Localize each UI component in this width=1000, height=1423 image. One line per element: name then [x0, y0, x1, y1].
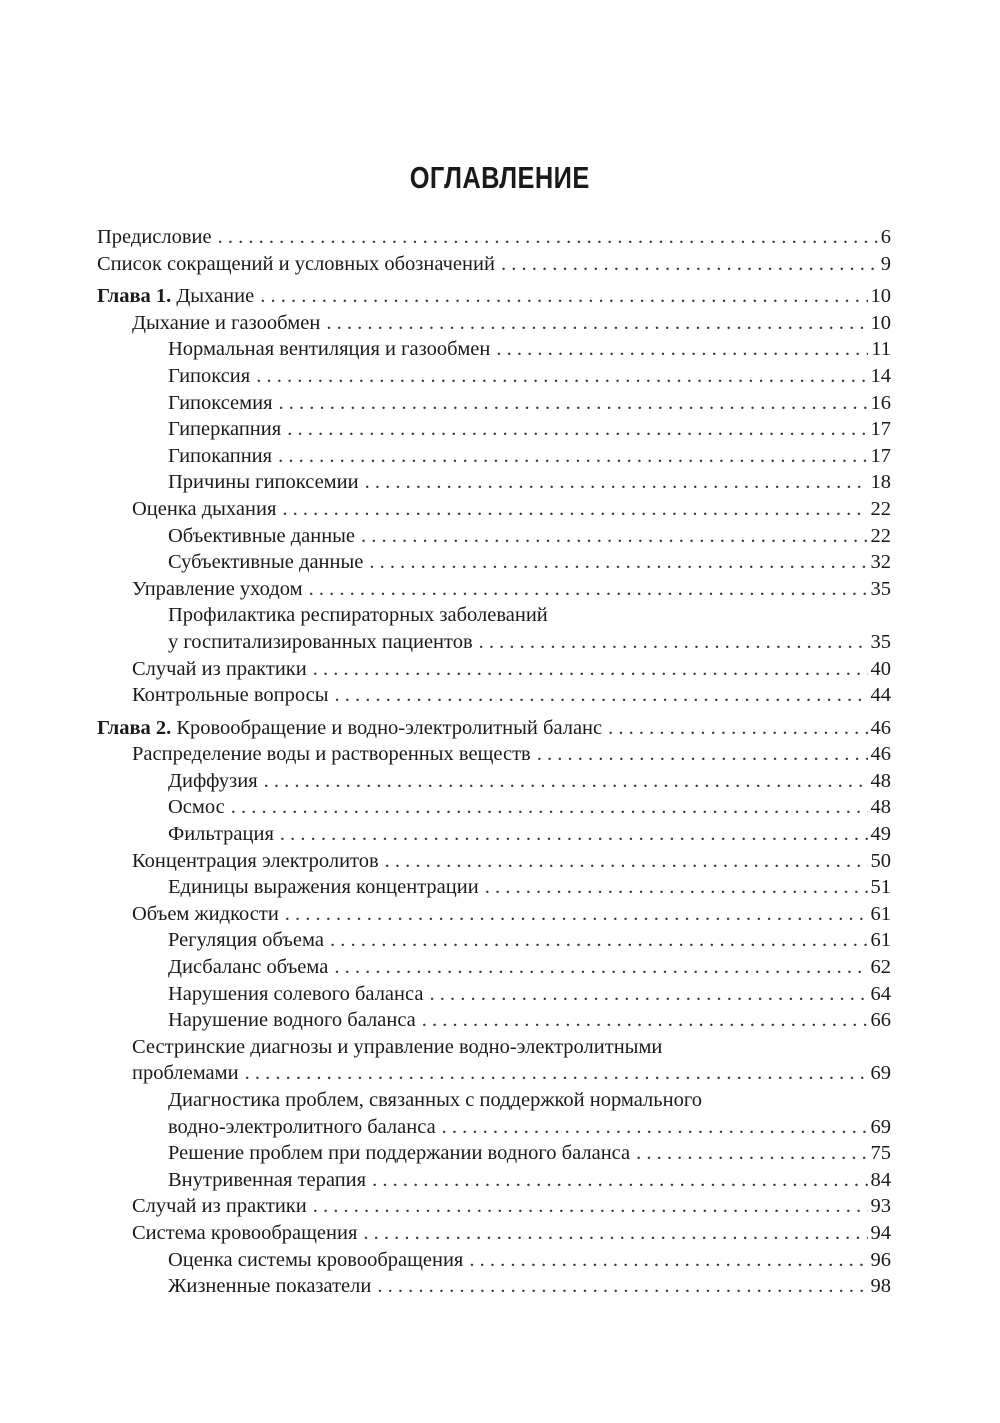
toc-entry[interactable] — [97, 901, 891, 928]
dot-leader — [256, 363, 867, 390]
dot-leader — [369, 549, 867, 576]
page-number: 10 — [870, 311, 891, 334]
page-number: 17 — [870, 418, 891, 441]
dot-leader — [313, 656, 868, 683]
entry-title: Диффузия — [168, 769, 258, 792]
toc-entry[interactable] — [97, 1007, 891, 1034]
toc-entry[interactable] — [97, 363, 891, 390]
dot-leader — [260, 283, 867, 310]
toc-entry[interactable] — [97, 629, 891, 656]
entry-title: проблемами — [132, 1062, 239, 1085]
dot-leader — [372, 1167, 867, 1194]
entry-title: Случай из практики — [132, 657, 307, 680]
entry-title: Нарушения солевого баланса — [168, 982, 424, 1005]
page-number: 50 — [870, 849, 891, 872]
page-number: 69 — [870, 1062, 891, 1085]
toc-entry[interactable] — [97, 1140, 891, 1167]
page-number: 51 — [870, 876, 891, 899]
chapter-number: Глава 1. — [97, 285, 172, 308]
entry-title-line1: Сестринские диагнозы и управление водно-электролитными — [132, 1035, 663, 1058]
entry-title: Гиперкапния — [168, 418, 282, 441]
toc-entry-first-line[interactable] — [97, 1034, 891, 1061]
entry-title: Объективные данные — [168, 524, 356, 547]
page-number: 17 — [870, 444, 891, 467]
dot-leader — [485, 874, 868, 901]
dot-leader — [326, 310, 867, 337]
entry-title: Список сокращений и условных обозначений — [97, 252, 495, 275]
entry-title: Единицы выражения концентрации — [168, 876, 479, 899]
entry-title: Дыхание и газообмен — [132, 311, 321, 334]
entry-title: Решение проблем при поддержании водного баланса — [168, 1142, 631, 1165]
page-number: 35 — [870, 577, 891, 600]
page-number: 11 — [871, 338, 891, 361]
entry-title: Система кровообращения — [132, 1221, 358, 1244]
toc-entry[interactable] — [97, 848, 891, 875]
toc-entry[interactable] — [97, 768, 891, 795]
dot-leader — [282, 496, 867, 523]
page-number: 48 — [870, 769, 891, 792]
chapter-number: Глава 2. — [97, 716, 172, 739]
page-number: 61 — [870, 902, 891, 925]
toc-entry[interactable] — [97, 1220, 891, 1247]
toc-entry[interactable] — [97, 927, 891, 954]
dot-leader — [537, 741, 868, 768]
toc-entry[interactable] — [97, 496, 891, 523]
dot-leader — [636, 1140, 867, 1167]
toc-entry[interactable] — [97, 251, 891, 278]
dot-leader — [264, 768, 868, 795]
toc-entry[interactable] — [97, 821, 891, 848]
entry-title: водно-электролитного баланса — [168, 1115, 436, 1138]
entry-title: Гипокапния — [168, 444, 273, 467]
entry-title: Оценка системы кровообращения — [168, 1248, 464, 1271]
toc-entry[interactable] — [97, 954, 891, 981]
page-number: 18 — [870, 471, 891, 494]
toc-entry[interactable] — [97, 1060, 891, 1087]
toc-entry-first-line[interactable] — [97, 1087, 891, 1114]
entry-title-line1: Диагностика проблем, связанных с поддержкой нормального — [168, 1089, 702, 1111]
page-number: 32 — [870, 551, 891, 574]
dot-leader — [280, 821, 868, 848]
toc-entry[interactable] — [97, 416, 891, 443]
entry-title: Объем жидкости — [132, 902, 279, 925]
page-number: 35 — [870, 630, 891, 653]
dot-leader — [442, 1114, 868, 1141]
dot-leader — [278, 443, 867, 470]
entry-title: Контрольные вопросы — [132, 684, 329, 707]
page-number: 94 — [870, 1221, 891, 1244]
page-number: 61 — [870, 929, 891, 952]
page-number: 62 — [870, 956, 891, 979]
page-number: 69 — [870, 1115, 891, 1138]
page-number: 64 — [870, 982, 891, 1005]
toc-entry[interactable] — [97, 981, 891, 1008]
toc-entry[interactable] — [97, 874, 891, 901]
page-number: 22 — [870, 497, 891, 520]
page-number: 66 — [870, 1009, 891, 1032]
entry-title: у госпитализированных пациентов — [168, 630, 473, 653]
toc-entry[interactable] — [97, 715, 891, 742]
entry-title: Дисбаланс объема — [168, 956, 329, 979]
dot-leader — [479, 629, 868, 656]
page-number: 96 — [870, 1248, 891, 1271]
toc-entry-first-line[interactable] — [97, 602, 891, 629]
entry-title: Жизненные показатели — [168, 1275, 372, 1298]
dot-leader — [218, 224, 878, 251]
dot-leader — [496, 336, 868, 363]
entry-title-line1: Профилактика респираторных заболеваний — [168, 604, 548, 627]
page-number: 84 — [870, 1168, 891, 1191]
dot-leader — [365, 469, 868, 496]
page-number: 46 — [870, 743, 891, 766]
dot-leader — [279, 390, 868, 417]
entry-title: Осмос — [168, 796, 225, 819]
toc-entry[interactable] — [97, 1114, 891, 1141]
entry-title: Внутривенная терапия — [168, 1168, 367, 1191]
page-title: ОГЛАВЛЕНИЕ — [410, 160, 590, 195]
entry-title: Гипоксия — [168, 364, 251, 387]
toc-entry[interactable] — [97, 1193, 891, 1220]
dot-leader — [313, 1193, 868, 1220]
entry-title: Нарушение водного баланса — [168, 1009, 416, 1032]
toc-entry[interactable] — [97, 390, 891, 417]
dot-leader — [361, 523, 867, 550]
entry-title: Оценка дыхания — [132, 497, 277, 520]
entry-title: Кровообращение и водно-электролитный баланс — [176, 716, 603, 739]
entry-title: Фильтрация — [168, 823, 274, 846]
page-number: 48 — [870, 796, 891, 819]
entry-title: Случай из практики — [132, 1195, 307, 1218]
dot-leader — [245, 1060, 868, 1087]
page-number: 14 — [870, 364, 891, 387]
toc-entry[interactable] — [97, 549, 891, 576]
page-number: 49 — [870, 823, 891, 846]
toc-entry[interactable] — [97, 1273, 891, 1300]
page-number: 6 — [880, 226, 891, 248]
toc-entry[interactable] — [97, 310, 891, 337]
toc-entry[interactable] — [97, 1167, 891, 1194]
toc-entry[interactable] — [97, 283, 891, 310]
dot-leader — [385, 848, 868, 875]
dot-leader — [335, 682, 868, 709]
entry-title: Причины гипоксемии — [168, 471, 359, 494]
dot-leader — [309, 576, 868, 603]
page-number: 22 — [870, 524, 891, 547]
entry-title: Регуляция объема — [168, 929, 324, 952]
toc-entry[interactable] — [97, 741, 891, 768]
dot-leader — [330, 927, 868, 954]
entry-title: Предисловие — [97, 226, 212, 248]
page-number: 98 — [870, 1275, 891, 1298]
table-of-contents — [97, 224, 891, 1300]
toc-entry[interactable] — [97, 469, 891, 496]
entry-title: Нормальная вентиляция и газообмен — [168, 338, 491, 361]
page-number: 9 — [880, 252, 891, 275]
entry-title: Концентрация электролитов — [132, 849, 379, 872]
dot-leader — [469, 1247, 867, 1274]
entry-title: Распределение воды и растворенных веществ — [132, 743, 531, 766]
dot-leader — [334, 954, 867, 981]
entry-title: Субъективные данные — [168, 551, 364, 574]
toc-entry[interactable] — [97, 336, 891, 363]
toc-entry[interactable] — [97, 1247, 891, 1274]
page-number: 75 — [870, 1142, 891, 1165]
page-number: 46 — [870, 716, 891, 739]
toc-entry[interactable] — [97, 523, 891, 550]
toc-entry[interactable] — [97, 656, 891, 683]
dot-leader — [287, 416, 867, 443]
page-number: 40 — [870, 657, 891, 680]
page-number: 93 — [870, 1195, 891, 1218]
dot-leader — [429, 981, 867, 1008]
dot-leader — [608, 715, 867, 742]
entry-title: Управление уходом — [132, 577, 303, 600]
toc-entry[interactable] — [97, 576, 891, 603]
toc-entry[interactable] — [97, 443, 891, 470]
dot-leader — [501, 251, 878, 278]
dot-leader — [363, 1220, 867, 1247]
toc-entry[interactable] — [97, 224, 891, 251]
entry-title: Гипоксемия — [168, 391, 273, 414]
toc-entry[interactable] — [97, 794, 891, 821]
dot-leader — [377, 1273, 867, 1300]
dot-leader — [285, 901, 868, 928]
dot-leader — [422, 1007, 868, 1034]
page-number: 16 — [870, 391, 891, 414]
page-number: 44 — [870, 684, 891, 707]
entry-title: Дыхание — [176, 285, 255, 308]
dot-leader — [231, 794, 868, 821]
toc-entry[interactable] — [97, 682, 891, 709]
page-number: 10 — [870, 285, 891, 308]
